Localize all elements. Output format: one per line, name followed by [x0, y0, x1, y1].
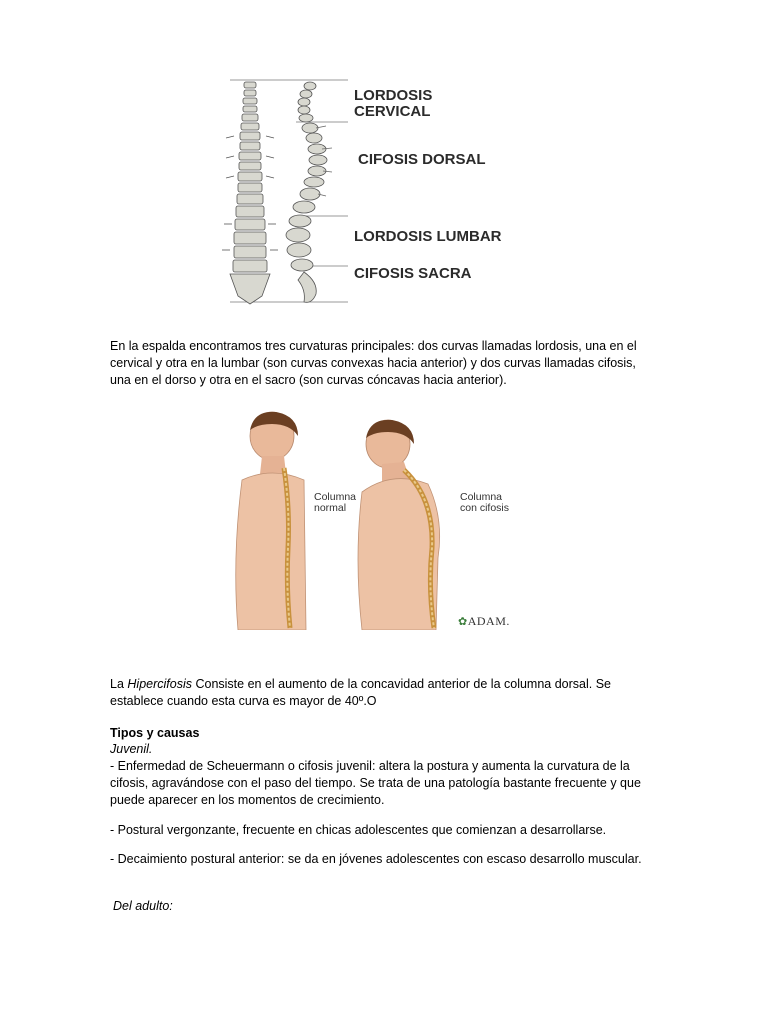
label-lordosis-cervical-line1: LORDOSIS — [354, 87, 433, 104]
list-item-scheuermann: - Enfermedad de Scheuermann o cifosis juvenil: altera la postura y aumenta la curvatura de la cifosis, agravándose con el paso del tiempo. Se trata de una patología bastante frecuente y que puede aparecer en los momentos de crecimiento. — [110, 759, 641, 807]
hipercifosis-prefix: La — [110, 677, 128, 691]
label-cifosis-line1: Columna — [460, 491, 503, 503]
posture-illustration — [232, 408, 532, 630]
subsection-juvenil: Juvenil. — [110, 742, 153, 756]
label-columna-cifosis — [460, 492, 509, 514]
list-item-decaimiento: - Decaimiento postural anterior: se da en jóvenes adolescentes con escaso desarrollo muscular. — [110, 852, 642, 866]
label-columna-normal — [314, 492, 356, 514]
label-lordosis-lumbar: LORDOSIS LUMBAR — [354, 228, 502, 245]
leaf-icon: ✿ — [458, 616, 468, 628]
list-item-postural: - Postural vergonzante, frecuente en chicas adolescentes que comienzan a desarrollarse. — [110, 823, 607, 837]
label-cifosis-line2: con cifosis — [460, 502, 510, 514]
hipercifosis-text: Consiste en el aumento de la concavidad anterior de la columna dorsal. Se establece cuando esta curva es mayor de 40º.O — [110, 677, 612, 708]
adam-logo-text: ADAM. — [467, 614, 510, 628]
spine-curvature-figure — [222, 76, 512, 308]
label-cifosis-sacra: CIFOSIS SACRA — [354, 265, 472, 282]
hipercifosis-term: Hipercifosis — [127, 677, 192, 691]
posture-comparison-figure — [232, 408, 532, 630]
intro-paragraph: En la espalda encontramos tres curvaturas principales: dos curvas llamadas lordosis, una en el cervical y otra en la lumbar (son curvas convexas hacia anterior) y dos curvas llamadas cifosis, una en el dorso y otra en el sacro (son curvas cóncavas hacia anterior). — [110, 339, 637, 387]
label-normal-line2: normal — [314, 502, 347, 514]
adam-logo — [458, 614, 510, 629]
subsection-adulto: Del adulto: — [113, 899, 173, 913]
label-cifosis-dorsal: CIFOSIS DORSAL — [358, 151, 486, 168]
hipercifosis-paragraph — [110, 676, 660, 710]
label-normal-line1: Columna — [314, 491, 357, 503]
label-lordosis-cervical-line2: CERVICAL — [354, 103, 431, 120]
section-title: Tipos y causas — [110, 726, 200, 740]
